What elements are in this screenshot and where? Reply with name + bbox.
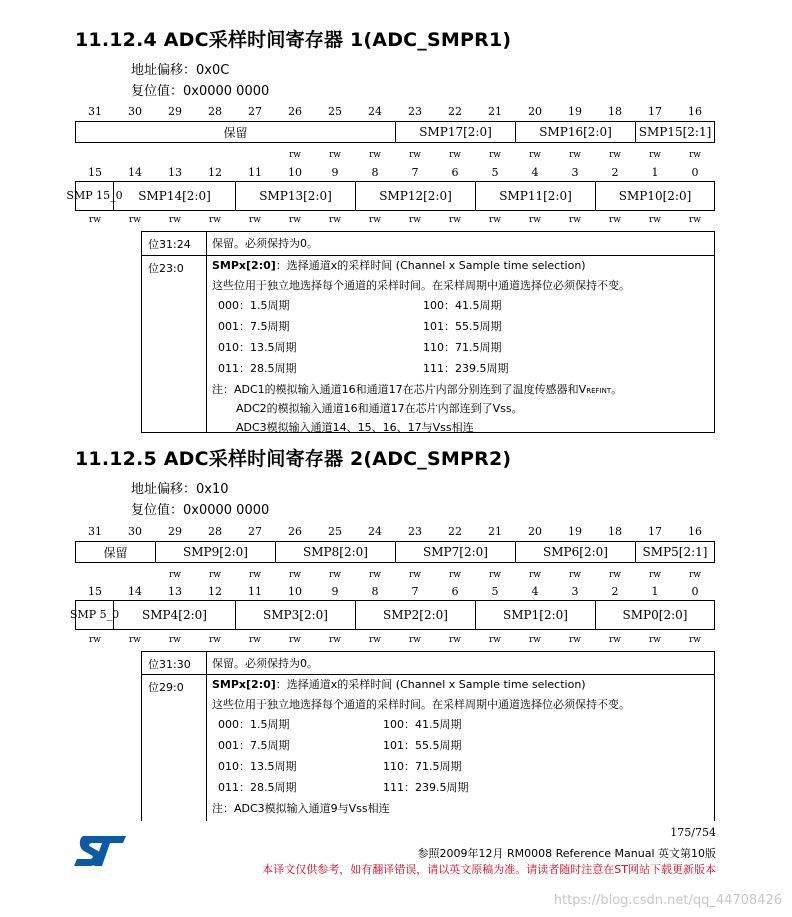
access-rw: rw xyxy=(368,635,381,645)
access-rw: rw xyxy=(328,570,341,580)
access-rw: rw xyxy=(488,635,501,645)
bit-number: 17 xyxy=(648,105,662,118)
address-offset: 地址偏移：0x10 xyxy=(131,482,229,497)
desc-bits: 位31:30 xyxy=(142,652,207,674)
access-rw: rw xyxy=(368,150,381,160)
access-rw: rw xyxy=(528,635,541,645)
desc-text xyxy=(207,256,714,437)
access-rw: rw xyxy=(408,150,421,160)
field-name: SMPx[2:0] xyxy=(212,259,276,272)
access-rw: rw xyxy=(168,635,181,645)
note: ADC2的模拟输入通道16和通道17在芯片内部连到了Vss。 xyxy=(236,402,523,415)
bit-number: 28 xyxy=(208,525,222,538)
bit-number: 29 xyxy=(168,525,182,538)
access-rw: rw xyxy=(88,215,101,225)
bit-number: 19 xyxy=(568,525,582,538)
bit-number: 9 xyxy=(331,166,339,179)
reset-value: 复位值：0x0000 0000 xyxy=(131,503,270,518)
access-rw: rw xyxy=(488,150,501,160)
access-rw: rw xyxy=(448,150,461,160)
bit-number: 11 xyxy=(248,166,262,179)
access-rw: rw xyxy=(208,215,221,225)
bit-number: 27 xyxy=(248,105,262,118)
bit-number: 16 xyxy=(688,525,702,538)
bit-number: 12 xyxy=(208,166,222,179)
field-smp7: SMP7[2:0] xyxy=(396,542,516,562)
access-row-low xyxy=(75,215,715,227)
address-offset: 地址偏移：0x0C xyxy=(131,63,230,78)
access-rw: rw xyxy=(568,635,581,645)
option: 001：7.5周期 xyxy=(218,320,290,333)
bit-number: 30 xyxy=(128,105,142,118)
bit-number: 4 xyxy=(531,166,539,179)
bit-number: 20 xyxy=(528,105,542,118)
access-rw: rw xyxy=(208,570,221,580)
access-rw: rw xyxy=(248,570,261,580)
field-smp13: SMP13[2:0] xyxy=(236,182,356,210)
register-row-high xyxy=(75,541,715,563)
bit-number: 25 xyxy=(328,525,342,538)
field-smp6: SMP6[2:0] xyxy=(516,542,636,562)
access-rw: rw xyxy=(408,570,421,580)
bit-number: 25 xyxy=(328,105,342,118)
access-rw: rw xyxy=(648,150,661,160)
access-rw: rw xyxy=(248,635,261,645)
access-rw: rw xyxy=(528,150,541,160)
access-rw: rw xyxy=(608,215,621,225)
field-smp9: SMP9[2:0] xyxy=(156,542,276,562)
table-rule xyxy=(141,797,142,819)
bit-number: 1 xyxy=(651,166,659,179)
option: 100：41.5周期 xyxy=(383,718,462,731)
bit-number: 24 xyxy=(368,525,382,538)
access-row-high xyxy=(75,150,715,162)
access-rw: rw xyxy=(528,215,541,225)
field-smp4: SMP4[2:0] xyxy=(114,601,236,629)
bit-number: 3 xyxy=(571,166,579,179)
bit-description-table xyxy=(141,231,715,433)
bit-number: 22 xyxy=(448,525,462,538)
field-smp16: SMP16[2:0] xyxy=(516,122,636,142)
bit-number: 2 xyxy=(611,166,619,179)
option: 101：55.5周期 xyxy=(423,320,502,333)
bit-number: 9 xyxy=(331,585,339,598)
bit-numbers-low xyxy=(75,166,715,180)
bit-number: 26 xyxy=(288,525,302,538)
access-rw: rw xyxy=(568,570,581,580)
access-rw: rw xyxy=(688,215,701,225)
access-rw: rw xyxy=(128,635,141,645)
field-smp14: SMP14[2:0] xyxy=(114,182,236,210)
bit-number: 0 xyxy=(691,585,699,598)
bit-number: 0 xyxy=(691,166,699,179)
access-rw: rw xyxy=(288,570,301,580)
table-rule xyxy=(206,797,207,819)
access-rw: rw xyxy=(648,570,661,580)
bit-number: 22 xyxy=(448,105,462,118)
bit-number: 10 xyxy=(288,166,302,179)
field-smp1: SMP1[2:0] xyxy=(476,601,596,629)
field-smp0: SMP0[2:0] xyxy=(622,608,688,622)
bit-numbers-high xyxy=(75,525,715,539)
desc-row-smpx xyxy=(142,675,714,821)
option: 011：28.5周期 xyxy=(218,362,297,375)
field-smp5-hi: SMP5[2:1] xyxy=(642,545,708,559)
access-rw: rw xyxy=(288,150,301,160)
access-rw: rw xyxy=(688,570,701,580)
bit-number: 13 xyxy=(168,585,182,598)
option: 100：41.5周期 xyxy=(423,299,502,312)
field-smp11: SMP11[2:0] xyxy=(476,182,596,210)
bit-number: 20 xyxy=(528,525,542,538)
option: 010：13.5周期 xyxy=(218,760,297,773)
register-row-low xyxy=(69,600,715,630)
access-rw: rw xyxy=(168,215,181,225)
access-rw: rw xyxy=(608,150,621,160)
bit-number: 16 xyxy=(688,105,702,118)
bit-number: 28 xyxy=(208,105,222,118)
field-smp15-lo: SMP 15_0 xyxy=(76,182,114,210)
access-rw: rw xyxy=(328,215,341,225)
option: 110：71.5周期 xyxy=(423,341,502,354)
bit-number: 24 xyxy=(368,105,382,118)
field-name: SMPx[2:0] xyxy=(212,678,276,691)
option: 010：13.5周期 xyxy=(218,341,297,354)
bit-number: 8 xyxy=(371,585,379,598)
bit-number: 1 xyxy=(651,585,659,598)
bit-number: 4 xyxy=(531,585,539,598)
section-heading-smpr1: 11.12.4 ADC采样时间寄存器 1(ADC_SMPR1) xyxy=(75,29,512,51)
access-rw: rw xyxy=(288,635,301,645)
bit-number: 13 xyxy=(168,166,182,179)
field-smp15-hi: SMP15[2:1] xyxy=(638,125,712,139)
access-rw: rw xyxy=(368,215,381,225)
bit-number: 5 xyxy=(491,585,499,598)
section-heading-smpr2: 11.12.5 ADC采样时间寄存器 2(ADC_SMPR2) xyxy=(75,448,512,470)
reference-line: 参照2009年12月 RM0008 Reference Manual 英文第10版 xyxy=(417,847,716,860)
desc-bits: 位23:0 xyxy=(142,256,207,432)
field-summary: ：选择通道x的采样时间 (Channel x Sample time selection) xyxy=(275,259,586,272)
bit-number: 26 xyxy=(288,105,302,118)
access-rw: rw xyxy=(288,215,301,225)
access-rw: rw xyxy=(608,570,621,580)
field-reserved: 保留 xyxy=(76,122,396,142)
bit-number: 15 xyxy=(88,585,102,598)
access-rw: rw xyxy=(648,635,661,645)
bit-number: 14 xyxy=(128,585,142,598)
page-number: 175/754 xyxy=(670,826,716,839)
desc-text: 保留。必须保持为0。 xyxy=(212,657,318,670)
note-subscript: REFINT xyxy=(586,387,612,395)
access-rw: rw xyxy=(608,635,621,645)
field-smp3: SMP3[2:0] xyxy=(236,601,356,629)
desc-text: 保留。必须保持为0。 xyxy=(212,237,318,250)
note: ADC3模拟输入通道14、15、16、17与Vss相连 xyxy=(236,421,474,434)
bit-number: 29 xyxy=(168,105,182,118)
access-rw: rw xyxy=(488,215,501,225)
bit-number: 6 xyxy=(451,166,459,179)
bit-number: 5 xyxy=(491,166,499,179)
access-rw: rw xyxy=(168,570,181,580)
access-rw: rw xyxy=(408,635,421,645)
bit-number: 6 xyxy=(451,585,459,598)
option: 111：239.5周期 xyxy=(423,362,509,375)
access-rw: rw xyxy=(248,215,261,225)
access-rw: rw xyxy=(488,570,501,580)
bit-number: 8 xyxy=(371,166,379,179)
bit-numbers-high xyxy=(75,105,715,119)
bit-number: 27 xyxy=(248,525,262,538)
access-rw: rw xyxy=(448,215,461,225)
field-smp10: SMP10[2:0] xyxy=(618,189,692,203)
access-rw: rw xyxy=(648,215,661,225)
option: 011：28.5周期 xyxy=(218,781,297,794)
bit-number: 2 xyxy=(611,585,619,598)
desc-bits: 位31:24 xyxy=(142,232,207,255)
option: 101：55.5周期 xyxy=(383,739,462,752)
field-smp8: SMP8[2:0] xyxy=(276,542,396,562)
watermark: https://blog.csdn.net/qq_44708426 xyxy=(553,893,782,908)
note-end: 。 xyxy=(611,383,623,396)
bit-number: 7 xyxy=(411,585,419,598)
access-rw: rw xyxy=(568,150,581,160)
bit-number: 3 xyxy=(571,585,579,598)
option: 000：1.5周期 xyxy=(218,718,290,731)
bit-number: 14 xyxy=(128,166,142,179)
access-rw: rw xyxy=(328,635,341,645)
bit-number: 31 xyxy=(88,525,102,538)
reset-value: 复位值：0x0000 0000 xyxy=(131,84,270,99)
access-rw: rw xyxy=(328,150,341,160)
access-rw: rw xyxy=(528,570,541,580)
bit-number: 21 xyxy=(488,525,502,538)
bit-description-table xyxy=(141,651,715,821)
bit-number: 15 xyxy=(88,166,102,179)
field-smp12: SMP12[2:0] xyxy=(356,182,476,210)
note: 注：ADC1的模拟输入通道16和通道17在芯片内部分别连到了温度传感器和V xyxy=(212,383,587,396)
access-rw: rw xyxy=(368,570,381,580)
note: 注：ADC3模拟输入通道9与Vss相连 xyxy=(212,802,390,815)
access-rw: rw xyxy=(88,635,101,645)
bit-number: 23 xyxy=(408,525,422,538)
field-smp17: SMP17[2:0] xyxy=(396,122,516,142)
bit-number: 23 xyxy=(408,105,422,118)
desc-row-reserved xyxy=(142,232,714,256)
field-smp5-lo: SMP 5_0 xyxy=(76,601,114,629)
field-reserved: 保留 xyxy=(76,542,156,562)
register-row-high xyxy=(75,121,715,143)
access-rw: rw xyxy=(208,635,221,645)
field-summary: ：选择通道x的采样时间 (Channel x Sample time selection) xyxy=(275,678,586,691)
field-detail: 这些位用于独立地选择每个通道的采样时间。在采样周期中通道选择位必须保持不变。 xyxy=(212,279,630,292)
bit-numbers-low xyxy=(75,585,715,599)
field-detail: 这些位用于独立地选择每个通道的采样时间。在采样周期中通道选择位必须保持不变。 xyxy=(212,698,630,711)
option: 110：71.5周期 xyxy=(383,760,462,773)
translation-warning: 本译文仅供参考，如有翻译错误，请以英文原稿为准。请读者随时注意在ST网站下载更新版本 xyxy=(262,863,716,876)
desc-row-smpx xyxy=(142,256,714,432)
register-row-low xyxy=(66,181,715,211)
bit-number: 19 xyxy=(568,105,582,118)
field-smp2: SMP2[2:0] xyxy=(356,601,476,629)
access-rw: rw xyxy=(688,150,701,160)
access-rw: rw xyxy=(688,635,701,645)
access-rw: rw xyxy=(568,215,581,225)
st-logo-icon xyxy=(72,834,128,868)
option: 000：1.5周期 xyxy=(218,299,290,312)
access-rw: rw xyxy=(448,570,461,580)
bit-number: 30 xyxy=(128,525,142,538)
bit-number: 11 xyxy=(248,585,262,598)
bit-number: 10 xyxy=(288,585,302,598)
bit-number: 18 xyxy=(608,525,622,538)
bit-number: 31 xyxy=(88,105,102,118)
bit-number: 12 xyxy=(208,585,222,598)
option: 111：239.5周期 xyxy=(383,781,469,794)
bit-number: 7 xyxy=(411,166,419,179)
access-row-high xyxy=(75,570,715,582)
access-rw: rw xyxy=(408,215,421,225)
access-rw: rw xyxy=(448,635,461,645)
access-row-low xyxy=(75,635,715,647)
bit-number: 17 xyxy=(648,525,662,538)
desc-bits: 位29:0 xyxy=(142,675,207,821)
bit-number: 18 xyxy=(608,105,622,118)
bit-number: 21 xyxy=(488,105,502,118)
desc-row-reserved xyxy=(142,652,714,675)
access-rw: rw xyxy=(128,215,141,225)
option: 001：7.5周期 xyxy=(218,739,290,752)
desc-text xyxy=(207,675,714,819)
